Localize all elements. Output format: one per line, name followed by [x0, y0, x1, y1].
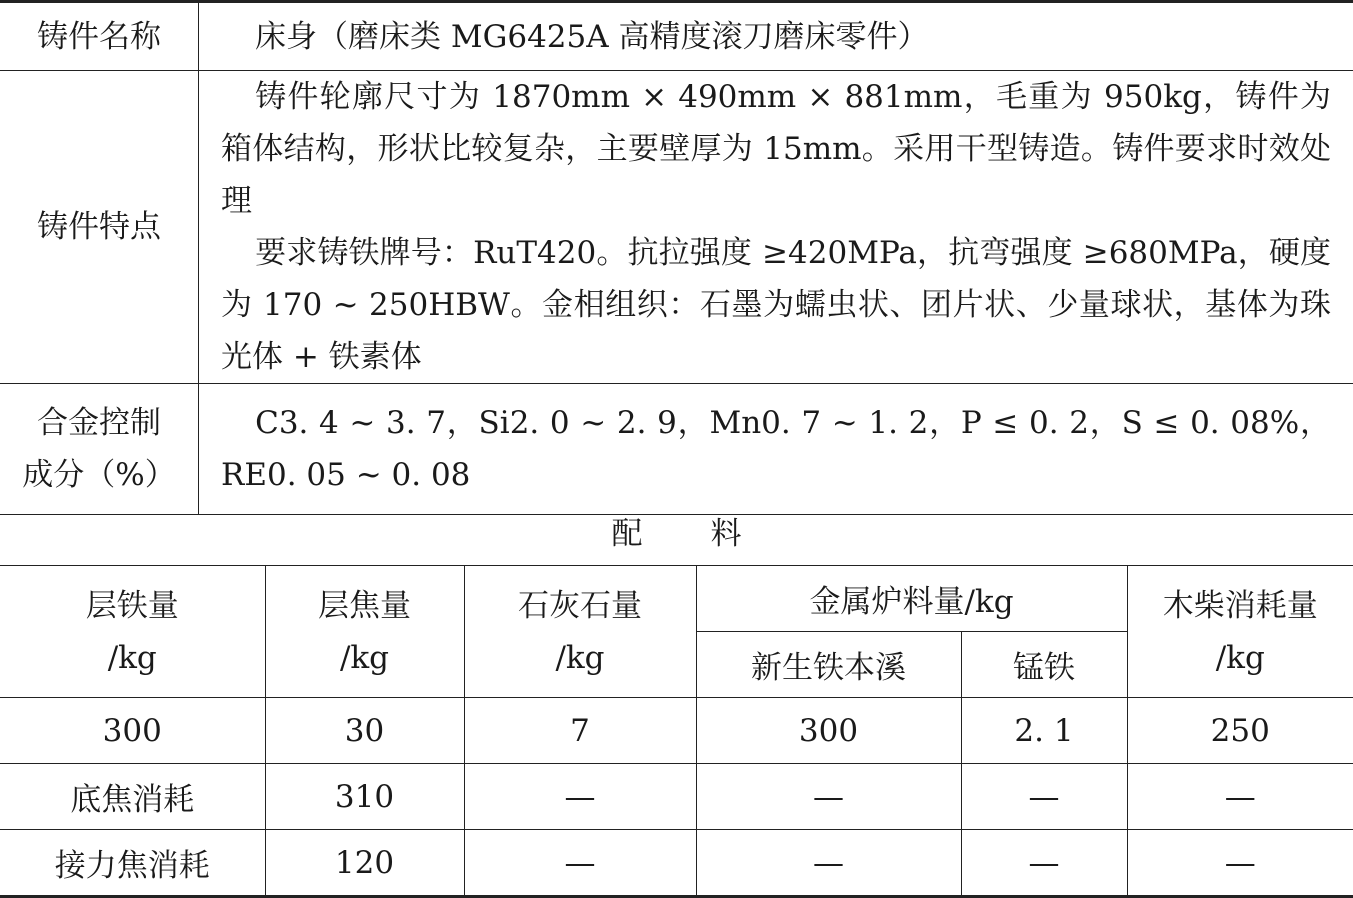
casting-features-row — [0, 71, 1353, 384]
casting-name-row — [0, 2, 1353, 71]
header-layer-coke-unit: /kg — [339, 639, 390, 676]
table-cell: 30 — [265, 698, 464, 764]
header-layer-iron-unit: /kg — [107, 639, 157, 676]
alloy-label-line1: 合金控制 — [37, 405, 161, 441]
table-cell: 310 — [265, 764, 464, 830]
table-cell: — — [464, 764, 696, 830]
batch-header-row-1 — [0, 566, 1353, 632]
header-limestone — [464, 566, 696, 698]
header-firewood-name: 木柴消耗量 — [1162, 587, 1318, 624]
table-cell: 120 — [265, 830, 464, 897]
table-cell: 7 — [464, 698, 696, 764]
header-layer-coke — [265, 566, 464, 698]
table-cell: — — [696, 830, 961, 897]
alloy-composition-label — [0, 384, 199, 515]
casting-features-para2: 要求铸铁牌号：RuT420。抗拉强度 ≥420MPa，抗弯强度 ≥680MPa，硬度为 170 ~ 250HBW。金相组织：石墨为蠕虫状、团片状、少量球状，基体为珠光体 + 铁素体 — [221, 235, 1331, 375]
batching-table — [0, 565, 1353, 898]
header-pig-iron: 新生铁本溪 — [696, 632, 961, 698]
table-cell: — — [1127, 830, 1353, 897]
casting-name-label: 铸件名称 — [0, 2, 199, 71]
table-cell: 300 — [696, 698, 961, 764]
casting-features-cell — [199, 71, 1353, 384]
table-row — [0, 830, 1353, 897]
table-row — [0, 698, 1353, 764]
header-limestone-unit: /kg — [555, 639, 605, 676]
table-cell: 接力焦消耗 — [0, 830, 265, 897]
table-cell: — — [961, 764, 1127, 830]
header-ferromanganese: 锰铁 — [961, 632, 1127, 698]
table-row — [0, 764, 1353, 830]
header-layer-iron — [0, 566, 265, 698]
casting-features-para1: 铸件轮廓尺寸为 1870mm × 490mm × 881mm，毛重为 950kg，铸件为箱体结构，形状比较复杂，主要壁厚为 15mm。采用干型铸造。铸件要求时效处理 — [221, 79, 1331, 219]
header-metal-charge: 金属炉料量/kg — [696, 566, 1127, 632]
table-cell: — — [464, 830, 696, 897]
alloy-label-line2: 成分（%） — [22, 457, 176, 493]
header-layer-iron-name: 层铁量 — [85, 587, 179, 624]
table-cell: 250 — [1127, 698, 1353, 764]
table-cell: 2. 1 — [961, 698, 1127, 764]
alloy-composition-row — [0, 384, 1353, 515]
casting-name-value: 床身（磨床类 MG6425A 高精度滚刀磨床零件） — [199, 2, 1353, 71]
table-cell: — — [1127, 764, 1353, 830]
casting-features-label: 铸件特点 — [0, 71, 199, 384]
header-firewood-unit: /kg — [1215, 639, 1265, 676]
header-layer-coke-name: 层焦量 — [318, 587, 411, 624]
table-cell: 底焦消耗 — [0, 764, 265, 830]
alloy-composition-value: C3. 4 ~ 3. 7，Si2. 0 ~ 2. 9，Mn0. 7 ~ 1. 2，P ≤ 0. 2，S ≤ 0. 08%，RE0. 05 ~ 0. 08 — [221, 405, 1331, 493]
table-cell: — — [961, 830, 1127, 897]
header-limestone-name: 石灰石量 — [518, 587, 642, 624]
table-cell: 300 — [0, 698, 265, 764]
alloy-composition-cell — [199, 384, 1353, 515]
header-firewood — [1127, 566, 1353, 698]
section-title: 配料 — [611, 516, 810, 552]
table-cell: — — [696, 764, 961, 830]
